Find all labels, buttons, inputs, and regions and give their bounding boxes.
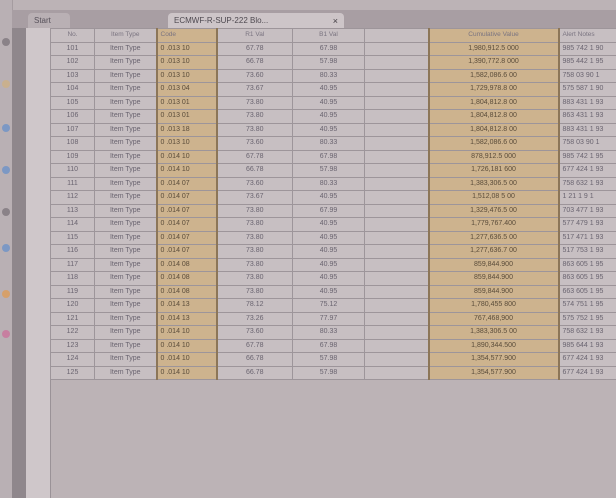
table-cell[interactable]: 107	[51, 123, 95, 137]
table-cell[interactable]: 57.98	[293, 164, 365, 178]
table-cell[interactable]: Item Type	[95, 110, 157, 124]
table-cell[interactable]: 73.67	[217, 191, 293, 205]
table-row	[51, 191, 616, 205]
table-cell[interactable]	[365, 177, 429, 191]
table-cell[interactable]: Item Type	[95, 218, 157, 232]
table-row	[51, 312, 616, 326]
table-cell[interactable]: 40.95	[293, 245, 365, 259]
header-row	[51, 29, 616, 43]
column-header[interactable]	[365, 29, 429, 43]
table-cell[interactable]: 73.80	[217, 245, 293, 259]
table-cell[interactable]: 104	[51, 83, 95, 97]
table-row	[51, 56, 616, 70]
app-icon[interactable]	[2, 244, 10, 252]
table-row	[51, 218, 616, 232]
table-cell[interactable]	[365, 299, 429, 313]
table-cell[interactable]: 108	[51, 137, 95, 151]
table-row	[51, 272, 616, 286]
table-row	[51, 285, 616, 299]
table-cell[interactable]: 863 605 1 95	[559, 258, 616, 272]
table-cell[interactable]: 863 605 1 95	[559, 272, 616, 286]
table-cell[interactable]: 1,804,812.8 00	[429, 123, 559, 137]
table-cell[interactable]: 66.78	[217, 164, 293, 178]
table-row	[51, 150, 616, 164]
app-icon[interactable]	[2, 38, 10, 46]
table-cell[interactable]: 0 .013 10	[157, 137, 217, 151]
table-cell[interactable]: 0 .014 07	[157, 204, 217, 218]
table-cell[interactable]: 73.60	[217, 69, 293, 83]
table-cell[interactable]: 0 .014 10	[157, 353, 217, 367]
row-gutter	[26, 28, 51, 498]
table-cell[interactable]	[365, 353, 429, 367]
table-cell[interactable]: 111	[51, 177, 95, 191]
table-cell[interactable]: 0 .014 13	[157, 299, 217, 313]
table-row	[51, 231, 616, 245]
table-cell[interactable]	[365, 245, 429, 259]
column-header[interactable]: R1 Val	[217, 29, 293, 43]
table-cell[interactable]: 106	[51, 110, 95, 124]
table-cell[interactable]: 883 431 1 93	[559, 96, 616, 110]
table-cell[interactable]: 73.80	[217, 110, 293, 124]
table-cell[interactable]	[365, 312, 429, 326]
table-cell[interactable]	[365, 110, 429, 124]
table-cell[interactable]: 0 .014 08	[157, 272, 217, 286]
table-cell[interactable]: 0 .014 10	[157, 326, 217, 340]
table-row	[51, 366, 616, 380]
table-cell[interactable]: 116	[51, 245, 95, 259]
table-cell[interactable]: 1,390,772.8 000	[429, 56, 559, 70]
table-cell[interactable]: 0 .014 10	[157, 366, 217, 380]
close-icon[interactable]: ×	[332, 15, 338, 26]
table-cell[interactable]: 1,354,577.900	[429, 353, 559, 367]
table-cell[interactable]	[365, 96, 429, 110]
table-cell[interactable]: 1,804,812.8 00	[429, 110, 559, 124]
table-cell[interactable]: Item Type	[95, 150, 157, 164]
table-cell[interactable]: Item Type	[95, 123, 157, 137]
table-cell[interactable]: 40.95	[293, 191, 365, 205]
table-cell[interactable]	[365, 218, 429, 232]
table-cell[interactable]: 0 .013 01	[157, 110, 217, 124]
table-cell[interactable]: 73.26	[217, 312, 293, 326]
table-cell[interactable]: Item Type	[95, 366, 157, 380]
table-cell[interactable]: 114	[51, 218, 95, 232]
table-cell[interactable]: 67.78	[217, 42, 293, 56]
table-cell[interactable]: Item Type	[95, 299, 157, 313]
table-cell[interactable]: 878,912.5 000	[429, 150, 559, 164]
table-cell[interactable]: 123	[51, 339, 95, 353]
app-icon[interactable]	[2, 208, 10, 216]
table-cell[interactable]	[365, 42, 429, 56]
table-cell[interactable]: 66.78	[217, 56, 293, 70]
table-cell[interactable]: 767,468,900	[429, 312, 559, 326]
table-cell[interactable]: 1,804,812.8 00	[429, 96, 559, 110]
spreadsheet-grid[interactable]	[50, 28, 616, 498]
table-cell[interactable]: Item Type	[95, 204, 157, 218]
table-cell[interactable]: 1,890,344.500	[429, 339, 559, 353]
table-cell[interactable]: 1,582,086.6 00	[429, 137, 559, 151]
table-cell[interactable]: 859,844.900	[429, 272, 559, 286]
table-cell[interactable]: 0 .013 10	[157, 56, 217, 70]
table-cell[interactable]: 120	[51, 299, 95, 313]
table-cell[interactable]	[365, 150, 429, 164]
tab-start[interactable]	[28, 13, 70, 28]
table-cell[interactable]: 1,277,636.7 00	[429, 245, 559, 259]
table-cell[interactable]: 0 .014 07	[157, 177, 217, 191]
table-row	[51, 299, 616, 313]
table-cell[interactable]: Item Type	[95, 272, 157, 286]
table-cell[interactable]: 575 752 1 95	[559, 312, 616, 326]
table-row	[51, 83, 616, 97]
table-cell[interactable]: Item Type	[95, 96, 157, 110]
table-cell[interactable]: 125	[51, 366, 95, 380]
table-cell[interactable]	[365, 258, 429, 272]
tab-bar	[12, 10, 616, 29]
table-cell[interactable]: 73.80	[217, 123, 293, 137]
table-cell[interactable]: 118	[51, 272, 95, 286]
table-cell[interactable]: 40.95	[293, 231, 365, 245]
table-cell[interactable]: 102	[51, 56, 95, 70]
table-cell[interactable]	[365, 272, 429, 286]
table-cell[interactable]: 1,512,08 5 00	[429, 191, 559, 205]
table-cell[interactable]: 0 .014 10	[157, 150, 217, 164]
table-cell[interactable]: 67.98	[293, 150, 365, 164]
table-row	[51, 204, 616, 218]
column-header[interactable]: Item Type	[95, 29, 157, 43]
table-cell[interactable]: 1,383,306.5 00	[429, 177, 559, 191]
column-header[interactable]: Code	[157, 29, 217, 43]
table-cell[interactable]: 66.78	[217, 353, 293, 367]
table-cell[interactable]: 0 .013 18	[157, 123, 217, 137]
table-cell[interactable]: 1 21 1 9 1	[559, 191, 616, 205]
table-cell[interactable]: 1,354,577.900	[429, 366, 559, 380]
table-row	[51, 326, 616, 340]
table-cell[interactable]: 73.80	[217, 231, 293, 245]
table-cell[interactable]: 80.33	[293, 69, 365, 83]
table-cell[interactable]: 577 479 1 93	[559, 218, 616, 232]
table-cell[interactable]: Item Type	[95, 191, 157, 205]
table-cell[interactable]: 117	[51, 258, 95, 272]
table-cell[interactable]	[365, 366, 429, 380]
table-cell[interactable]: 985 442 1 95	[559, 56, 616, 70]
table-cell[interactable]: 575 587 1 90	[559, 83, 616, 97]
table-cell[interactable]: 122	[51, 326, 95, 340]
table-cell[interactable]: 0 .014 10	[157, 339, 217, 353]
table-cell[interactable]	[365, 164, 429, 178]
table-cell[interactable]: 863 431 1 93	[559, 110, 616, 124]
table-cell[interactable]: 1,779,767.400	[429, 218, 559, 232]
table-cell[interactable]: 110	[51, 164, 95, 178]
table-cell[interactable]: 663 605 1 95	[559, 285, 616, 299]
table-cell[interactable]	[365, 191, 429, 205]
table-cell[interactable]: 73.80	[217, 218, 293, 232]
table-cell[interactable]: 78.12	[217, 299, 293, 313]
table-row	[51, 339, 616, 353]
table-cell[interactable]: 1,582,086.6 00	[429, 69, 559, 83]
table-cell[interactable]: 73.67	[217, 83, 293, 97]
table-cell[interactable]: 73.60	[217, 137, 293, 151]
column-header[interactable]: No.	[51, 29, 95, 43]
table-cell[interactable]: 517 753 1 93	[559, 245, 616, 259]
table-cell[interactable]: 101	[51, 42, 95, 56]
table-cell[interactable]: 1,780,455 800	[429, 299, 559, 313]
table-cell[interactable]: Item Type	[95, 231, 157, 245]
tab-label: ECMWF-R-SUP-222 Blo...	[174, 16, 269, 25]
app-icon[interactable]	[2, 80, 10, 88]
table-cell[interactable]: 859,844.900	[429, 285, 559, 299]
table-cell[interactable]: 0 .013 10	[157, 42, 217, 56]
table-cell[interactable]: 1,729,978.8 00	[429, 83, 559, 97]
table-cell[interactable]: 40.95	[293, 285, 365, 299]
table-cell[interactable]: 57.98	[293, 366, 365, 380]
table-cell[interactable]: 67.78	[217, 339, 293, 353]
table-cell[interactable]: 517 471 1 93	[559, 231, 616, 245]
table-cell[interactable]: 1,277,636.5 00	[429, 231, 559, 245]
table-cell[interactable]: 113	[51, 204, 95, 218]
table-cell[interactable]: 985 644 1 93	[559, 339, 616, 353]
table-row	[51, 137, 616, 151]
table-cell[interactable]: 40.95	[293, 272, 365, 286]
table-row	[51, 177, 616, 191]
table-cell[interactable]: 703 477 1 93	[559, 204, 616, 218]
column-header[interactable]: Cumulative Value	[429, 29, 559, 43]
table-cell[interactable]: 73.60	[217, 326, 293, 340]
table-cell[interactable]	[365, 56, 429, 70]
table-cell[interactable]: Item Type	[95, 312, 157, 326]
app-icon[interactable]	[2, 166, 10, 174]
table-cell[interactable]	[365, 83, 429, 97]
table-row	[51, 42, 616, 56]
table-cell[interactable]: 121	[51, 312, 95, 326]
table-cell[interactable]	[365, 231, 429, 245]
row-header-strip	[12, 28, 26, 498]
table-cell[interactable]: 40.95	[293, 96, 365, 110]
table-cell[interactable]: Item Type	[95, 339, 157, 353]
app-icon[interactable]	[2, 124, 10, 132]
column-header[interactable]: Alert Notes	[559, 29, 616, 43]
table-cell[interactable]: 883 431 1 93	[559, 123, 616, 137]
table-cell[interactable]: 0 .013 10	[157, 69, 217, 83]
table-cell[interactable]: 40.95	[293, 258, 365, 272]
tab-label: Start	[34, 16, 51, 25]
table-cell[interactable]: 67.98	[293, 339, 365, 353]
table-cell[interactable]: Item Type	[95, 56, 157, 70]
table-cell[interactable]: 0 .014 07	[157, 245, 217, 259]
table-cell[interactable]: 40.95	[293, 218, 365, 232]
table-cell[interactable]: 1,329,476.5 00	[429, 204, 559, 218]
table-cell[interactable]: 40.95	[293, 83, 365, 97]
table-cell[interactable]: 67.99	[293, 204, 365, 218]
table-cell[interactable]: Item Type	[95, 137, 157, 151]
table-row	[51, 245, 616, 259]
table-cell[interactable]: 0 .013 01	[157, 96, 217, 110]
table-cell[interactable]: Item Type	[95, 83, 157, 97]
table-cell[interactable]: 985 742 1 95	[559, 150, 616, 164]
table-cell[interactable]: 1,980,912.5 000	[429, 42, 559, 56]
tab-spreadsheet[interactable]	[168, 13, 344, 28]
table-cell[interactable]: 105	[51, 96, 95, 110]
table-cell[interactable]	[365, 123, 429, 137]
table-cell[interactable]	[365, 69, 429, 83]
app-icon[interactable]	[2, 330, 10, 338]
table-cell[interactable]: 0 .014 13	[157, 312, 217, 326]
table-row	[51, 164, 616, 178]
table-cell[interactable]: 0 .014 10	[157, 164, 217, 178]
table-cell[interactable]: 73.80	[217, 96, 293, 110]
table-cell[interactable]	[365, 137, 429, 151]
table-cell[interactable]	[365, 285, 429, 299]
table-cell[interactable]: 67.98	[293, 42, 365, 56]
table-cell[interactable]: 80.33	[293, 326, 365, 340]
table-cell[interactable]: 57.98	[293, 56, 365, 70]
table-cell[interactable]: 0 .014 07	[157, 191, 217, 205]
table-cell[interactable]: Item Type	[95, 42, 157, 56]
table-cell[interactable]: 80.33	[293, 177, 365, 191]
table-cell[interactable]: 73.80	[217, 204, 293, 218]
table-cell[interactable]: 0 .014 08	[157, 258, 217, 272]
table-cell[interactable]: 1,726,181 600	[429, 164, 559, 178]
column-header[interactable]: B1 Val	[293, 29, 365, 43]
table-cell[interactable]: 66.78	[217, 366, 293, 380]
table-cell[interactable]: Item Type	[95, 69, 157, 83]
table-cell[interactable]: 758 03 90 1	[559, 69, 616, 83]
table-cell[interactable]: 115	[51, 231, 95, 245]
table-cell[interactable]: 112	[51, 191, 95, 205]
table-cell[interactable]: 677 424 1 93	[559, 366, 616, 380]
table-cell[interactable]: 40.95	[293, 110, 365, 124]
table-cell[interactable]	[365, 339, 429, 353]
table-row	[51, 69, 616, 83]
table-cell[interactable]: 75.12	[293, 299, 365, 313]
table-cell[interactable]: 859,844.900	[429, 258, 559, 272]
table-cell[interactable]	[365, 326, 429, 340]
table-cell[interactable]: 758 632 1 93	[559, 326, 616, 340]
table-row	[51, 258, 616, 272]
table-cell[interactable]: 73.80	[217, 285, 293, 299]
table-cell[interactable]: 0 .014 08	[157, 285, 217, 299]
table-row	[51, 123, 616, 137]
table-row	[51, 110, 616, 124]
table-cell[interactable]: Item Type	[95, 353, 157, 367]
table-row	[51, 353, 616, 367]
table-cell[interactable]: Item Type	[95, 177, 157, 191]
table-cell[interactable]: Item Type	[95, 326, 157, 340]
table-cell[interactable]: 758 632 1 93	[559, 177, 616, 191]
table-cell[interactable]: 758 03 90 1	[559, 137, 616, 151]
app-icon[interactable]	[2, 290, 10, 298]
table-cell[interactable]: Item Type	[95, 164, 157, 178]
table-row	[51, 96, 616, 110]
table-cell[interactable]: 985 742 1 90	[559, 42, 616, 56]
table-cell[interactable]: 73.80	[217, 272, 293, 286]
table-cell[interactable]: 77.97	[293, 312, 365, 326]
table-cell[interactable]: 1,383,306.5 00	[429, 326, 559, 340]
table-cell[interactable]: 73.80	[217, 258, 293, 272]
table-cell[interactable]: 109	[51, 150, 95, 164]
table-cell[interactable]: Item Type	[95, 285, 157, 299]
table-cell[interactable]: 124	[51, 353, 95, 367]
table-cell[interactable]: 119	[51, 285, 95, 299]
table-cell[interactable]: 80.33	[293, 137, 365, 151]
table-cell[interactable]: 677 424 1 93	[559, 164, 616, 178]
table-cell[interactable]: 0 .014 07	[157, 218, 217, 232]
table-cell[interactable]	[365, 204, 429, 218]
table-cell[interactable]: Item Type	[95, 258, 157, 272]
table-cell[interactable]: 40.95	[293, 123, 365, 137]
table-cell[interactable]: 574 751 1 95	[559, 299, 616, 313]
table-cell[interactable]: 73.60	[217, 177, 293, 191]
table-cell[interactable]: 0 .014 07	[157, 231, 217, 245]
table-cell[interactable]: 0 .013 04	[157, 83, 217, 97]
table-cell[interactable]: 57.98	[293, 353, 365, 367]
table-cell[interactable]: Item Type	[95, 245, 157, 259]
table-cell[interactable]: 67.78	[217, 150, 293, 164]
table-cell[interactable]: 677 424 1 93	[559, 353, 616, 367]
table-cell[interactable]: 103	[51, 69, 95, 83]
